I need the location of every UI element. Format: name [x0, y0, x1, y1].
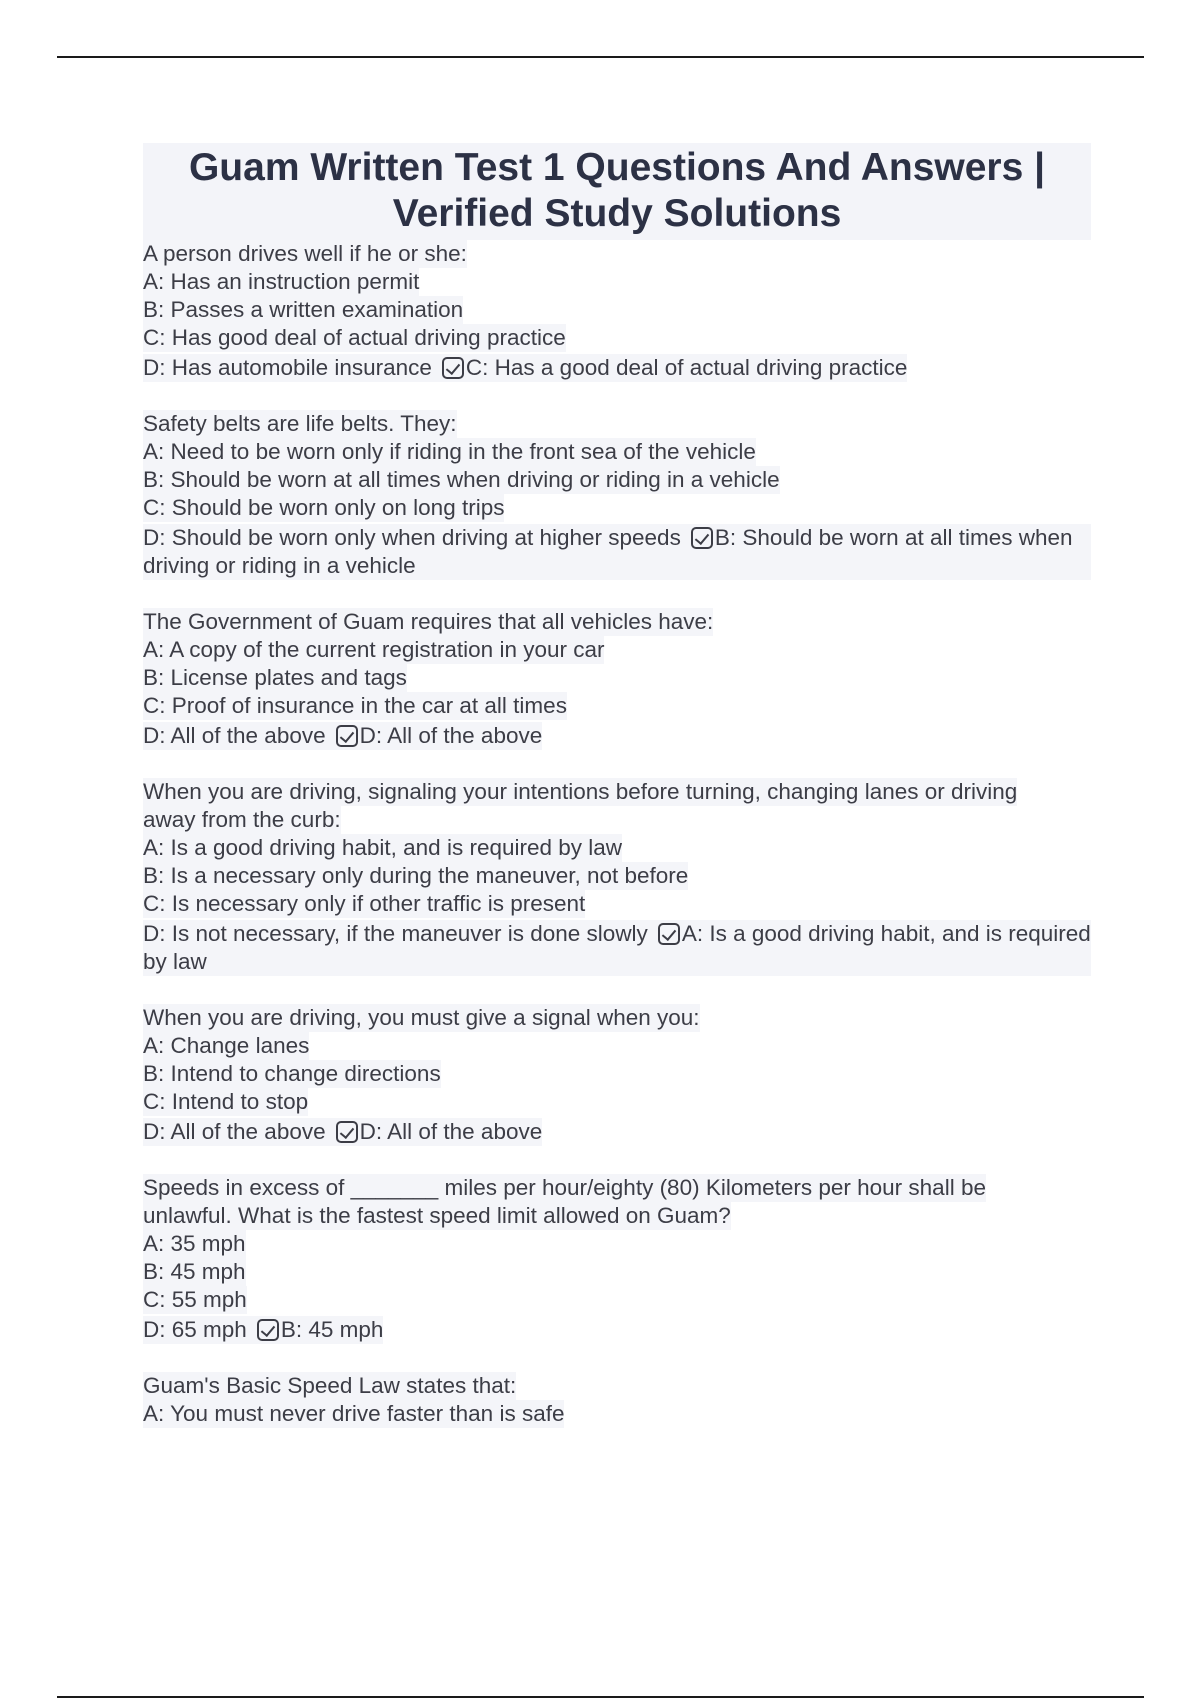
option-d: D: Is not necessary, if the maneuver is done slowly — [143, 921, 648, 946]
question-block — [143, 1004, 1091, 1146]
answer-text: D: All of the above — [359, 1119, 543, 1144]
option-c: C: Should be worn only on long trips — [143, 495, 505, 520]
question-text: When you are driving, you must give a signal when you: — [143, 1005, 700, 1030]
question-block — [143, 1174, 1091, 1344]
question-text: A person drives well if he or she: — [143, 241, 467, 266]
option-b: B: 45 mph — [143, 1259, 246, 1284]
question-text: Guam's Basic Speed Law states that: — [143, 1373, 517, 1398]
option-a: A: You must never drive faster than is safe — [143, 1401, 565, 1426]
option-a: A: Is a good driving habit, and is required by law — [143, 835, 623, 860]
page-title — [143, 145, 1091, 237]
option-b: B: Is a necessary only during the maneuver, not before — [143, 863, 689, 888]
option-d-with-answer — [143, 354, 907, 382]
option-c: C: Intend to stop — [143, 1089, 309, 1114]
option-a: A: Has an instruction permit — [143, 269, 420, 294]
question-block — [143, 410, 1091, 580]
option-c: C: Proof of insurance in the car at all times — [143, 693, 567, 718]
option-c: C: 55 mph — [143, 1287, 247, 1312]
answer-text: B: 45 mph — [280, 1317, 384, 1342]
option-c: C: Is necessary only if other traffic is present — [143, 891, 586, 916]
question-block — [143, 608, 1091, 750]
answer-text: C: Has a good deal of actual driving practice — [465, 355, 908, 380]
option-b: B: Should be worn at all times when driving or riding in a vehicle — [143, 467, 780, 492]
question-text: The Government of Guam requires that all vehicles have: — [143, 609, 714, 634]
checkbox-checked-icon — [658, 923, 680, 945]
title-line-2: Verified Study Solutions — [392, 192, 842, 235]
title-line-1: Guam Written Test 1 Questions And Answers | — [188, 146, 1046, 189]
option-d-with-answer — [143, 1118, 542, 1146]
option-d-with-answer — [143, 920, 1091, 976]
checkbox-checked-icon — [336, 725, 358, 747]
answer-text: B: Should be worn at all times when driving or riding in a vehicle — [143, 525, 1073, 578]
title-block — [143, 143, 1091, 240]
option-d: D: Should be worn only when driving at higher speeds — [143, 525, 681, 550]
option-d-with-answer — [143, 722, 542, 750]
checkbox-checked-icon — [257, 1319, 279, 1341]
option-a: A: Need to be worn only if riding in the front sea of the vehicle — [143, 439, 756, 464]
option-b: B: Passes a written examination — [143, 297, 464, 322]
option-d: D: All of the above — [143, 723, 326, 748]
option-d-with-answer — [143, 1316, 383, 1344]
checkbox-checked-icon — [691, 527, 713, 549]
question-block — [143, 778, 1091, 976]
question-text-line-1: Speeds in excess of _______ miles per hour/eighty (80) Kilometers per hour shall be — [143, 1175, 986, 1200]
checkbox-checked-icon — [442, 357, 464, 379]
question-text-line-2: away from the curb: — [143, 807, 341, 832]
question-text-line-1: When you are driving, signaling your intentions before turning, changing lanes or driving — [143, 779, 1018, 804]
question-block — [143, 1372, 1091, 1428]
answer-text: A: Is a good driving habit, and is required by law — [143, 921, 1091, 974]
footer-rule — [57, 1696, 1144, 1698]
question-text: Safety belts are life belts. They: — [143, 411, 457, 436]
header-rule — [57, 56, 1144, 58]
option-b: B: Intend to change directions — [143, 1061, 441, 1086]
question-block — [143, 240, 1091, 382]
option-a: A: 35 mph — [143, 1231, 246, 1256]
option-d-with-answer — [143, 524, 1091, 580]
option-a: A: A copy of the current registration in your car — [143, 637, 605, 662]
document-body — [143, 143, 1091, 1456]
question-text-line-2: unlawful. What is the fastest speed limit allowed on Guam? — [143, 1203, 731, 1228]
checkbox-checked-icon — [336, 1121, 358, 1143]
option-d: D: Has automobile insurance — [143, 355, 432, 380]
option-a: A: Change lanes — [143, 1033, 310, 1058]
option-d: D: 65 mph — [143, 1317, 247, 1342]
option-b: B: License plates and tags — [143, 665, 407, 690]
option-d: D: All of the above — [143, 1119, 326, 1144]
answer-text: D: All of the above — [359, 723, 543, 748]
option-c: C: Has good deal of actual driving practice — [143, 325, 566, 350]
